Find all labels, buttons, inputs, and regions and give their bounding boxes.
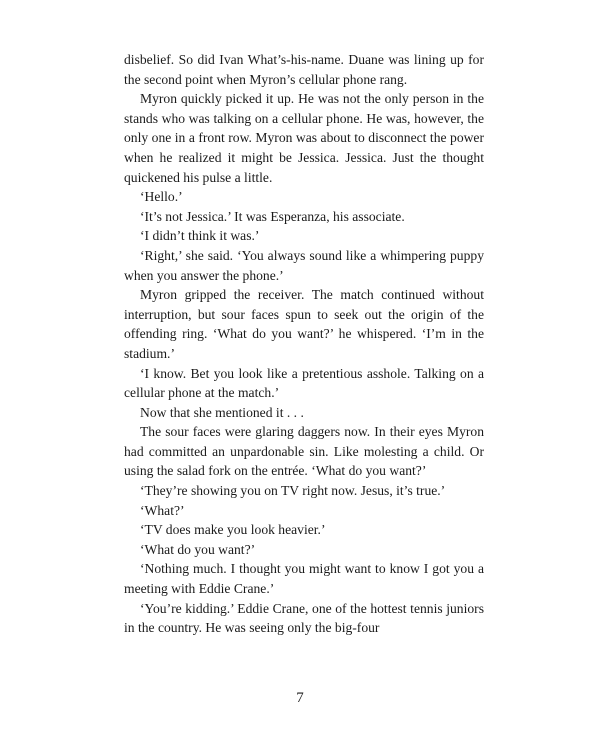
paragraph: ‘I know. Bet you look like a pretentious asshole. Talking on a cellular phone at the match.’ [124,365,484,401]
paragraph: Now that she mentioned it . . . [140,404,304,420]
paragraph: ‘TV does make you look heavier.’ [140,522,326,538]
paragraph: ‘What?’ [140,502,185,518]
paragraph: ‘You’re kidding.’ Eddie Crane, one of the hottest tennis juniors in the country. He was seeing only the big-four [124,600,484,636]
body-text [124,50,484,638]
paragraph: Myron gripped the receiver. The match continued without interruption, but sour faces spun to seek out the origin of the offending ring. ‘What do you want?’ he whispered. ‘I’m in the stadium.’ [124,287,484,361]
paragraph: ‘Hello.’ [140,189,183,205]
paragraph: ‘I didn’t think it was.’ [140,228,260,244]
paragraph: The sour faces were glaring daggers now. In their eyes Myron had committed an unpardonable sin. Like molesting a child. Or using the salad fork on the entrée. ‘What do you want?’ [124,424,484,479]
page-number: 7 [296,690,304,706]
paragraph: ‘What do you want?’ [140,541,256,557]
paragraph: ‘Right,’ she said. ‘You always sound like a whimpering puppy when you answer the phone.’ [124,247,484,283]
paragraph: ‘It’s not Jessica.’ It was Esperanza, his associate. [140,208,405,224]
paragraph: ‘They’re showing you on TV right now. Jesus, it’s true.’ [140,483,446,499]
paragraph: disbelief. So did Ivan What’s-his-name. Duane was lining up for the second point when Myron’s cellular phone rang. [124,52,484,87]
paragraph: Myron quickly picked it up. He was not the only person in the stands who was talking on a cellular phone. He was, however, the only one in a front row. Myron was about to disconnect the power when he realized it might be Jessica. Jessica. Just the thought quickened his pulse a little. [124,91,484,185]
paragraph: ‘Nothing much. I thought you might want to know I got you a meeting with Eddie Crane.’ [124,561,484,597]
